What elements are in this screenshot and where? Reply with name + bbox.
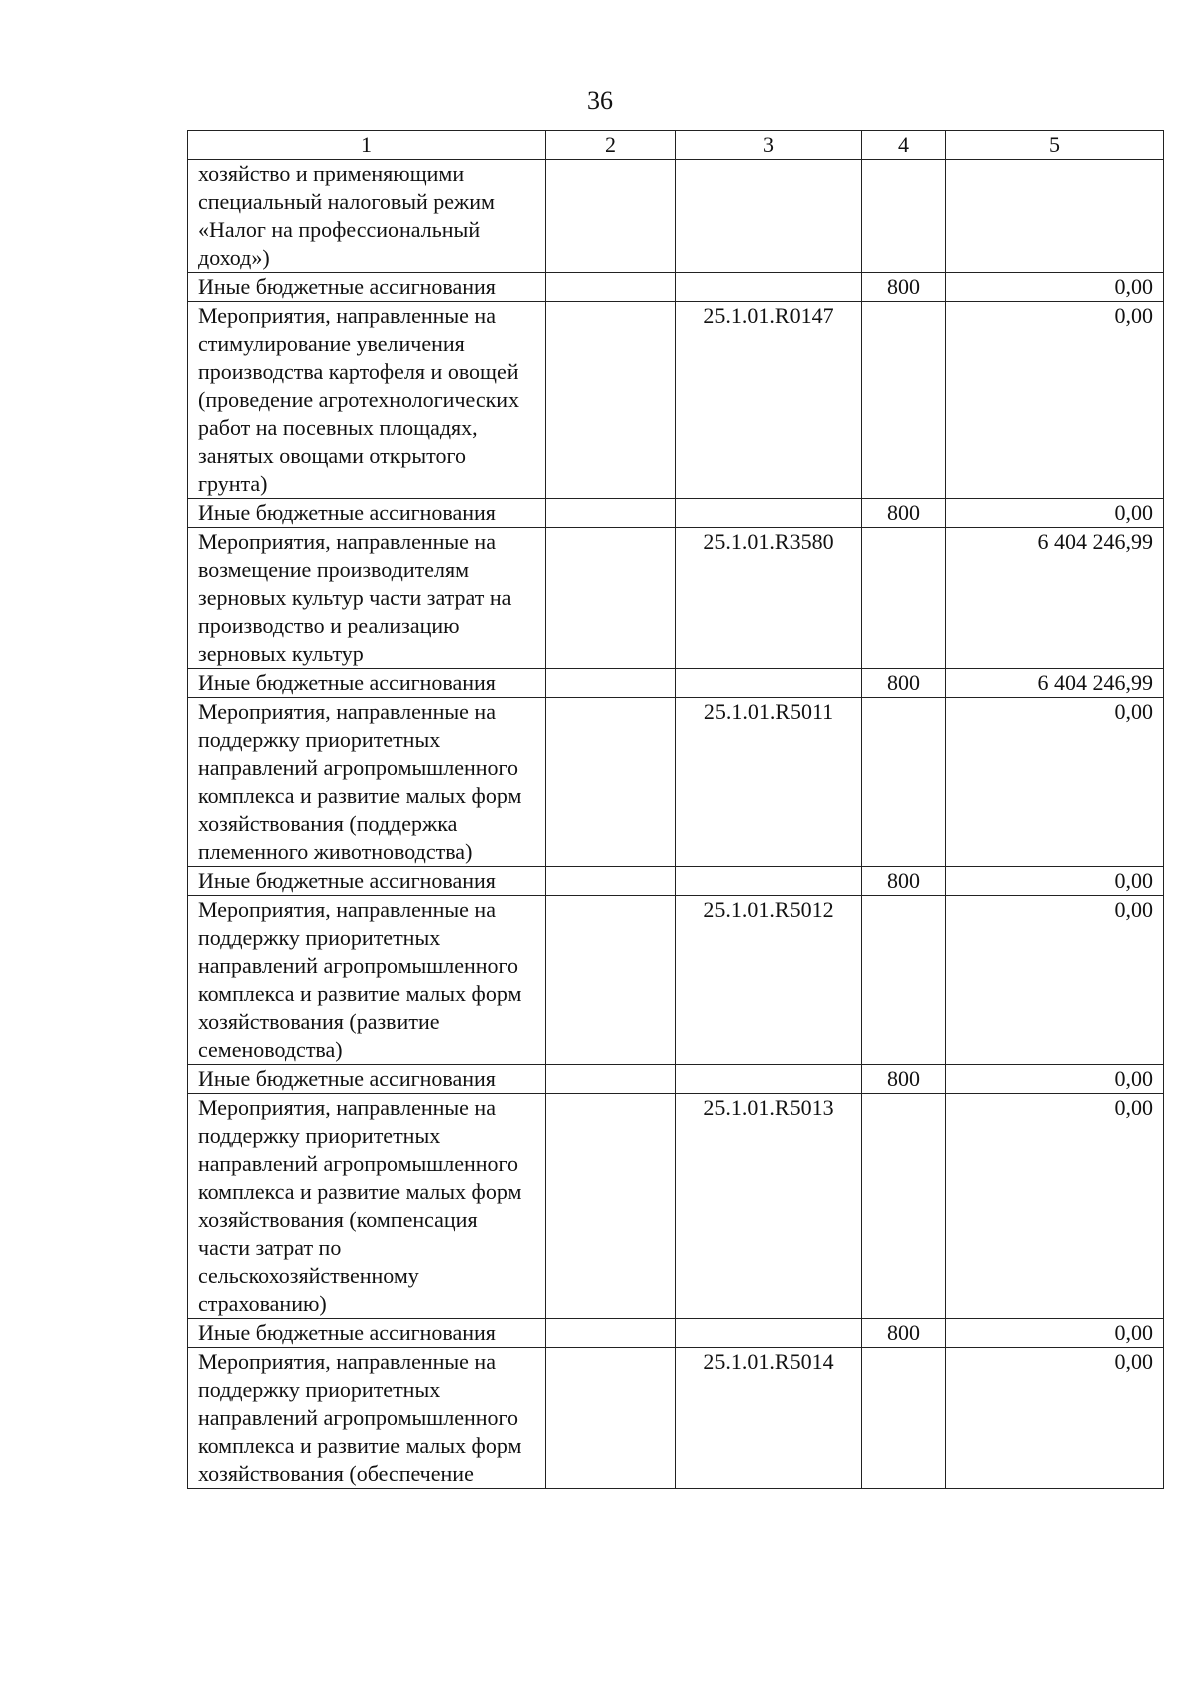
header-cell-1: 1 bbox=[188, 131, 546, 160]
row-name: Мероприятия, направленные на стимулирование увеличения производства картофеля и овощей (проведение агротехнологических работ на посевных площадях, занятых овощами открытого грунта) bbox=[188, 302, 546, 499]
row-amount: 0,00 bbox=[946, 302, 1164, 499]
row-code: 25.1.01.R5011 bbox=[676, 698, 862, 867]
table-row bbox=[188, 302, 1164, 499]
budget-table bbox=[187, 130, 1164, 1489]
row-name: Мероприятия, направленные на возмещение производителям зерновых культур части затрат на производство и реализацию зерновых культур bbox=[188, 528, 546, 669]
row-code bbox=[676, 1319, 862, 1348]
row-type bbox=[862, 528, 946, 669]
row-amount: 0,00 bbox=[946, 1319, 1164, 1348]
row-col2 bbox=[546, 867, 676, 896]
row-col2 bbox=[546, 160, 676, 273]
row-name: Иные бюджетные ассигнования bbox=[188, 867, 546, 896]
row-type: 800 bbox=[862, 867, 946, 896]
row-type: 800 bbox=[862, 669, 946, 698]
row-name: Мероприятия, направленные на поддержку приоритетных направлений агропромышленного комплекса и развитие малых форм хозяйствования (компенсация части затрат по сельскохозяйственному страхованию) bbox=[188, 1094, 546, 1319]
row-code: 25.1.01.R3580 bbox=[676, 528, 862, 669]
row-col2 bbox=[546, 698, 676, 867]
table-row bbox=[188, 1319, 1164, 1348]
row-type bbox=[862, 896, 946, 1065]
table-header-row bbox=[188, 131, 1164, 160]
row-col2 bbox=[546, 896, 676, 1065]
row-amount: 0,00 bbox=[946, 499, 1164, 528]
table-row bbox=[188, 867, 1164, 896]
table-row bbox=[188, 896, 1164, 1065]
row-name: Иные бюджетные ассигнования bbox=[188, 1319, 546, 1348]
row-col2 bbox=[546, 1065, 676, 1094]
row-col2 bbox=[546, 528, 676, 669]
table-row bbox=[188, 1065, 1164, 1094]
row-col2 bbox=[546, 669, 676, 698]
row-code: 25.1.01.R0147 bbox=[676, 302, 862, 499]
row-code bbox=[676, 1065, 862, 1094]
table-row bbox=[188, 499, 1164, 528]
header-cell-2: 2 bbox=[546, 131, 676, 160]
table-row bbox=[188, 698, 1164, 867]
row-amount bbox=[946, 160, 1164, 273]
table-row bbox=[188, 528, 1164, 669]
row-col2 bbox=[546, 1348, 676, 1489]
row-name: Иные бюджетные ассигнования bbox=[188, 1065, 546, 1094]
row-amount: 6 404 246,99 bbox=[946, 528, 1164, 669]
row-name: Иные бюджетные ассигнования bbox=[188, 669, 546, 698]
row-amount: 0,00 bbox=[946, 1065, 1164, 1094]
row-type bbox=[862, 160, 946, 273]
row-code bbox=[676, 669, 862, 698]
row-code: 25.1.01.R5012 bbox=[676, 896, 862, 1065]
row-amount: 0,00 bbox=[946, 1348, 1164, 1489]
row-col2 bbox=[546, 499, 676, 528]
page-number: 36 bbox=[587, 86, 613, 115]
row-amount: 0,00 bbox=[946, 867, 1164, 896]
header-cell-5: 5 bbox=[946, 131, 1164, 160]
row-type bbox=[862, 302, 946, 499]
row-type bbox=[862, 698, 946, 867]
row-code bbox=[676, 499, 862, 528]
row-name: Иные бюджетные ассигнования bbox=[188, 499, 546, 528]
row-name: Мероприятия, направленные на поддержку приоритетных направлений агропромышленного комплекса и развитие малых форм хозяйствования (обеспечение bbox=[188, 1348, 546, 1489]
row-code: 25.1.01.R5014 bbox=[676, 1348, 862, 1489]
row-code: 25.1.01.R5013 bbox=[676, 1094, 862, 1319]
row-amount: 0,00 bbox=[946, 896, 1164, 1065]
row-name: Мероприятия, направленные на поддержку приоритетных направлений агропромышленного комплекса и развитие малых форм хозяйствования (развитие семеноводства) bbox=[188, 896, 546, 1065]
table-row bbox=[188, 273, 1164, 302]
row-col2 bbox=[546, 273, 676, 302]
row-code bbox=[676, 867, 862, 896]
row-name: Иные бюджетные ассигнования bbox=[188, 273, 546, 302]
row-col2 bbox=[546, 1094, 676, 1319]
header-cell-4: 4 bbox=[862, 131, 946, 160]
row-code bbox=[676, 273, 862, 302]
row-code bbox=[676, 160, 862, 273]
table-row bbox=[188, 1094, 1164, 1319]
row-amount: 0,00 bbox=[946, 1094, 1164, 1319]
row-type: 800 bbox=[862, 499, 946, 528]
row-name: хозяйство и применяющими специальный налоговый режим «Налог на профессиональный доход») bbox=[188, 160, 546, 273]
table-row bbox=[188, 160, 1164, 273]
row-amount: 0,00 bbox=[946, 273, 1164, 302]
row-type bbox=[862, 1348, 946, 1489]
row-name: Мероприятия, направленные на поддержку приоритетных направлений агропромышленного комплекса и развитие малых форм хозяйствования (поддержка племенного животноводства) bbox=[188, 698, 546, 867]
row-type: 800 bbox=[862, 1319, 946, 1348]
table-row bbox=[188, 1348, 1164, 1489]
table-row bbox=[188, 669, 1164, 698]
row-type: 800 bbox=[862, 273, 946, 302]
row-amount: 0,00 bbox=[946, 698, 1164, 867]
row-col2 bbox=[546, 302, 676, 499]
header-cell-3: 3 bbox=[676, 131, 862, 160]
row-type bbox=[862, 1094, 946, 1319]
row-col2 bbox=[546, 1319, 676, 1348]
row-type: 800 bbox=[862, 1065, 946, 1094]
row-amount: 6 404 246,99 bbox=[946, 669, 1164, 698]
